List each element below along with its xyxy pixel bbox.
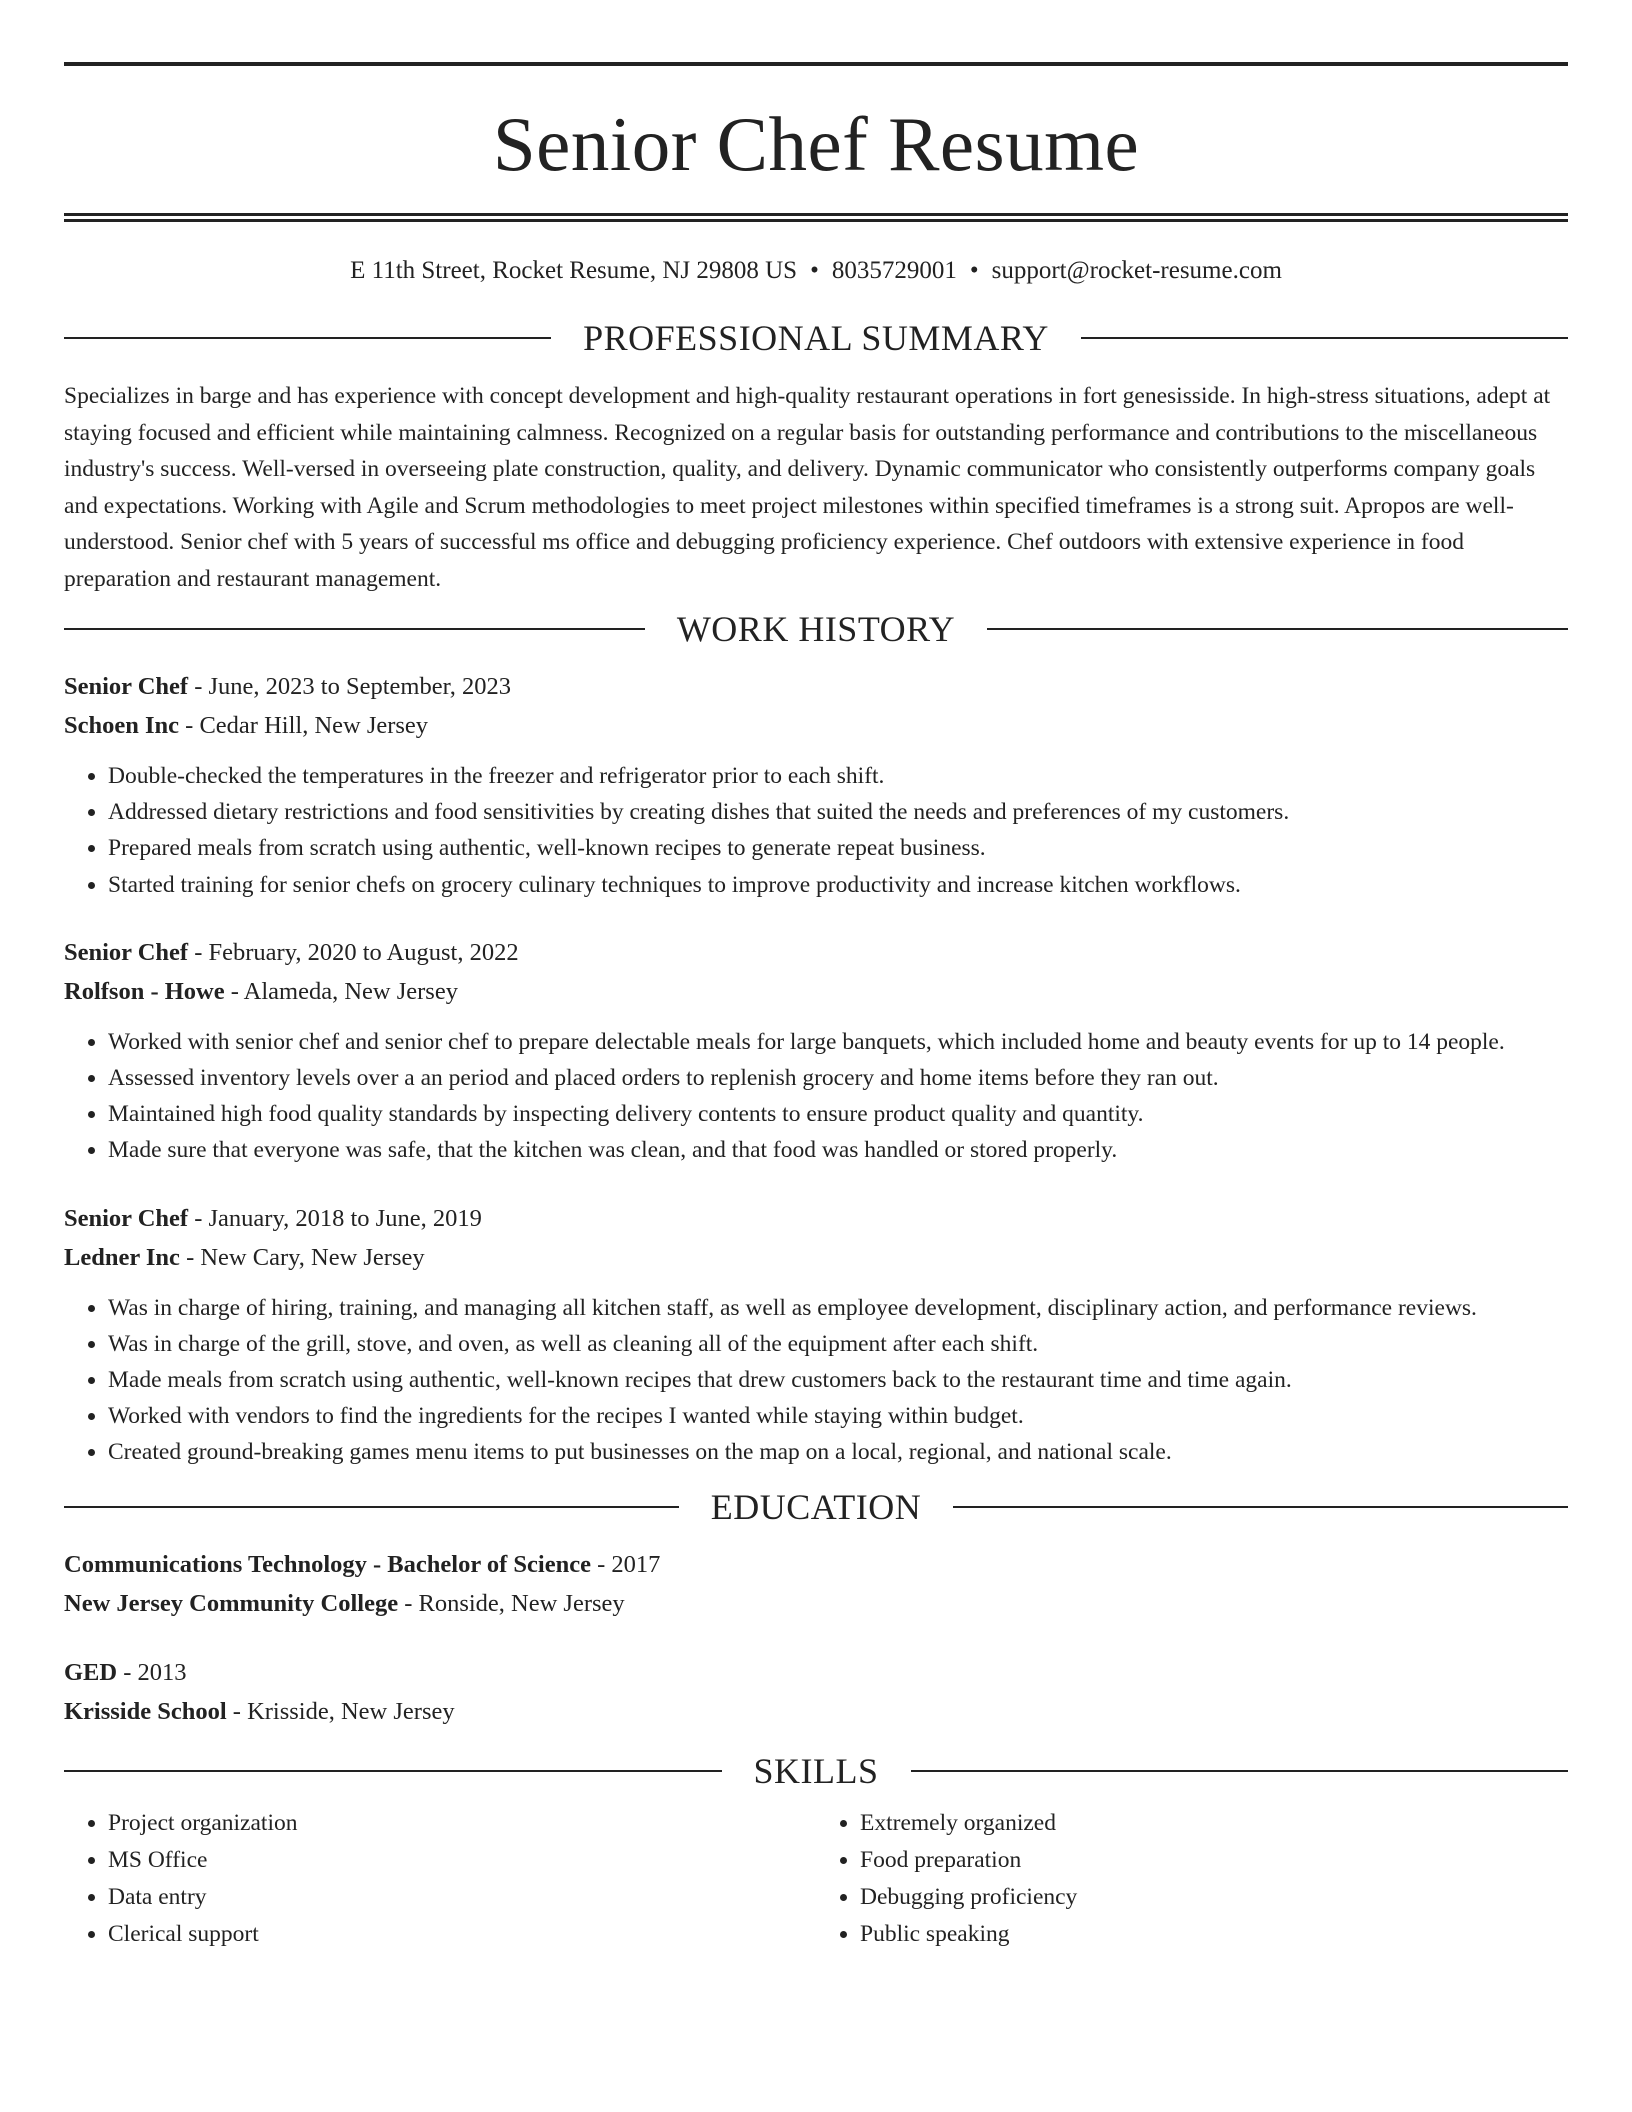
job-bullet: • Was in charge of hiring, training, and managing all kitchen staff, as well as employee development, disciplinary action, and performance reviews. [108, 1290, 1568, 1326]
contact-separator: • [810, 257, 819, 284]
job-dates: - February, 2020 to August, 2022 [188, 938, 519, 966]
contact-line [64, 256, 1568, 286]
job-bullet: • Made meals from scratch using authentic, well-known recipes that drew customers back to the restaurant time and time again. [108, 1362, 1568, 1398]
contact-separator: • [969, 257, 979, 284]
education-school-line [64, 1584, 1568, 1623]
skill-item: • Extremely organized [860, 1805, 1568, 1842]
skill-item: • Debugging proficiency [860, 1879, 1568, 1916]
job-location: - New Cary, New Jersey [179, 1243, 425, 1271]
work-section-heading [64, 611, 1568, 647]
skill-item: • Data entry [108, 1879, 816, 1916]
resume-title: Senior Chef Resume [492, 101, 1140, 187]
skill-item: • Public speaking [860, 1916, 1568, 1953]
job-bullet: • Created ground-breaking games menu items to put businesses on the map on a local, regional, and national scale. [108, 1434, 1568, 1470]
skill-item: • Project organization [108, 1805, 816, 1842]
skill-item: • Clerical support [108, 1916, 816, 1953]
heading-rule-left [64, 628, 645, 630]
education-entry [64, 1653, 1568, 1731]
education-degree: Communications Technology - Bachelor of Science [64, 1550, 591, 1578]
job-bullet: • Was in charge of the grill, stove, and oven, as well as cleaning all of the equipment after each shift. [108, 1326, 1568, 1362]
skills-heading: SKILLS [753, 1750, 879, 1791]
heading-rule-right [987, 628, 1568, 630]
heading-rule-left [64, 337, 551, 339]
title-double-rule [64, 213, 1568, 222]
job-company-line [64, 972, 1568, 1011]
job-bullets [64, 1290, 1568, 1471]
education-school-line [64, 1692, 1568, 1731]
education-school: New Jersey Community College [64, 1589, 399, 1617]
education-entry [64, 1545, 1568, 1623]
job-bullet: • Worked with senior chef and senior chef to prepare delectable meals for large banquets, which included home and beauty events for up to 14 people. [108, 1024, 1568, 1060]
job-dates: - June, 2023 to September, 2023 [188, 673, 512, 700]
education-location: - Krisside, New Jersey [226, 1697, 455, 1725]
job-title-line [64, 667, 1568, 706]
work-entries [64, 667, 1568, 1471]
education-heading: EDUCATION [710, 1486, 922, 1527]
top-rule [64, 62, 1568, 66]
skill-item: • MS Office [108, 1842, 816, 1879]
contact-phone: 8035729001 [831, 257, 957, 284]
job-dates: - January, 2018 to June, 2019 [188, 1204, 482, 1232]
education-degree-line [64, 1545, 1568, 1584]
education-degree-line [64, 1653, 1568, 1692]
education-section-heading [64, 1486, 1568, 1527]
summary-section-heading [64, 320, 1568, 356]
skill-item: • Food preparation [860, 1842, 1568, 1879]
job-entry [64, 933, 1568, 1169]
job-company: Schoen Inc [64, 712, 180, 739]
job-bullet: • Assessed inventory levels over a an period and placed orders to replenish grocery and home items before they ran out. [108, 1060, 1568, 1096]
education-year: - 2013 [117, 1658, 187, 1686]
summary-heading: PROFESSIONAL SUMMARY [583, 318, 1049, 358]
job-location: - Alameda, New Jersey [224, 977, 458, 1005]
heading-rule-left [64, 1506, 679, 1508]
education-entries [64, 1545, 1568, 1731]
heading-rule-right [911, 1770, 1569, 1772]
education-location: - Ronside, New Jersey [398, 1589, 625, 1617]
job-bullets [64, 1024, 1568, 1169]
job-bullet: • Prepared meals from scratch using authentic, well-known recipes to generate repeat business. [108, 830, 1568, 866]
skills-column-left [64, 1805, 816, 1953]
job-bullet: • Made sure that everyone was safe, that the kitchen was clean, and that food was handled or stored properly. [108, 1132, 1568, 1168]
skills-column-right [816, 1805, 1568, 1953]
job-location: - Cedar Hill, New Jersey [179, 712, 429, 739]
job-company-line [64, 1238, 1568, 1277]
job-title: Senior Chef [64, 1204, 189, 1232]
education-school: Krisside School [64, 1697, 227, 1725]
job-title: Senior Chef [64, 673, 189, 700]
job-entry [64, 1199, 1568, 1471]
job-title: Senior Chef [64, 938, 189, 966]
job-bullet: • Maintained high food quality standards by inspecting delivery contents to ensure product quality and quantity. [108, 1096, 1568, 1132]
skills-grid [64, 1805, 1568, 1953]
job-company: Ledner Inc [64, 1243, 180, 1271]
contact-email: support@rocket-resume.com [991, 257, 1282, 284]
job-bullets [64, 758, 1568, 903]
job-company-line [64, 706, 1568, 745]
job-entry [64, 667, 1568, 903]
work-heading: WORK HISTORY [676, 609, 956, 649]
job-bullet: • Started training for senior chefs on grocery culinary techniques to improve productivity and increase kitchen workflows. [108, 867, 1568, 903]
education-degree: GED [64, 1658, 118, 1686]
heading-rule-right [953, 1506, 1568, 1508]
summary-text: Specializes in barge and has experience with concept development and high-quality restaurant operations in fort genesisside. In high-stress situations, adept at staying focused and efficient while maintaining calmness. Recognized on a regular basis for outstanding performance and contributions to the miscellaneous industry's success. Well-versed in overseeing plate construction, quality, and delivery. Dynamic communicator who consistently outperforms company goals and expectations. Working with Agile and Scrum methodologies to meet project milestones within specified timeframes is a strong suit. Apropos are well-understood. Senior chef with 5 years of successful ms office and debugging proficiency experience. Chef outdoors with extensive experience in food preparation and restaurant management. [64, 383, 1551, 592]
job-title-line [64, 1199, 1568, 1238]
job-bullet: • Addressed dietary restrictions and food sensitivities by creating dishes that suited the needs and preferences of my customers. [108, 794, 1568, 830]
job-bullet: • Double-checked the temperatures in the freezer and refrigerator prior to each shift. [108, 758, 1568, 794]
job-title-line [64, 933, 1568, 972]
contact-address: E 11th Street, Rocket Resume, NJ 29808 US [350, 257, 798, 284]
skills-section-heading [64, 1750, 1568, 1791]
heading-rule-left [64, 1770, 722, 1772]
job-company: Rolfson - Howe [64, 977, 225, 1005]
heading-rule-right [1081, 337, 1568, 339]
job-bullet: • Worked with vendors to find the ingredients for the recipes I wanted while staying within budget. [108, 1398, 1568, 1434]
education-year: - 2017 [590, 1550, 661, 1578]
